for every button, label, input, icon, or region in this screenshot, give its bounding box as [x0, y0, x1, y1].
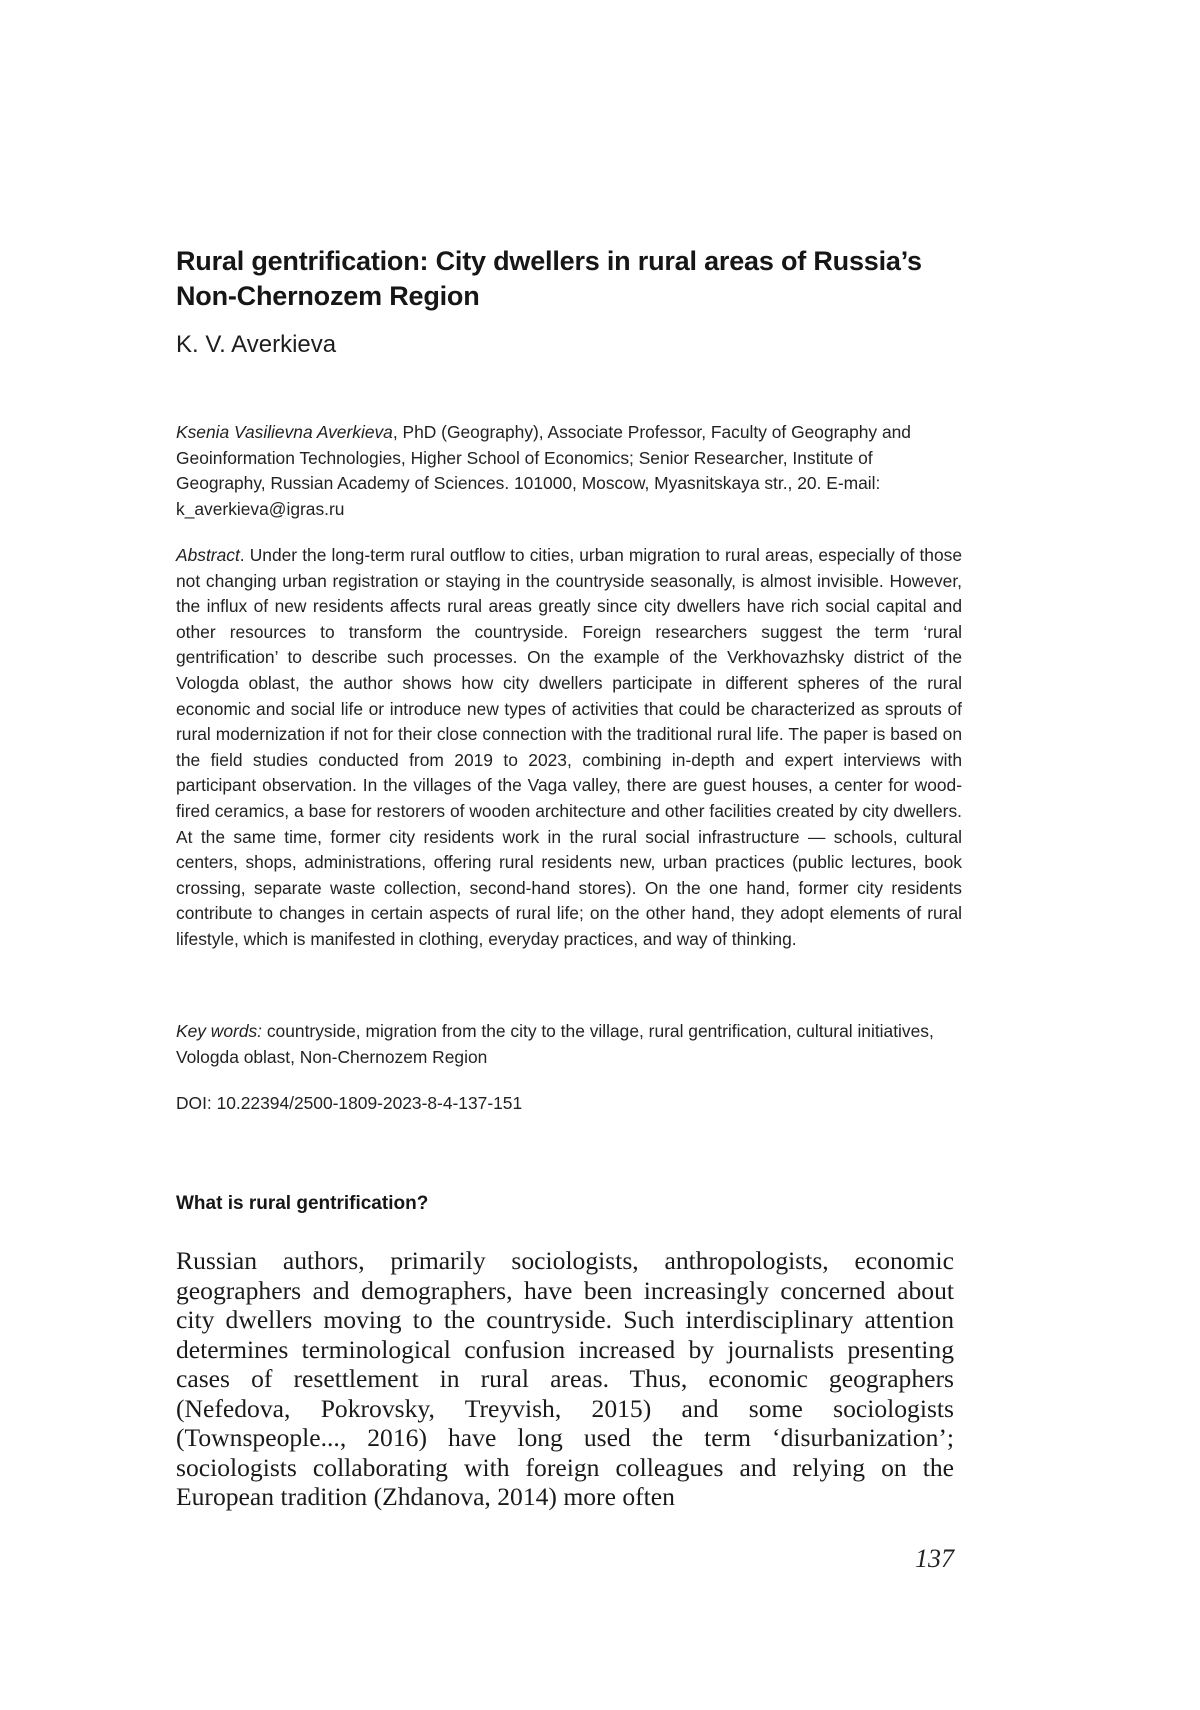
section-heading: What is rural gentrification? — [176, 1193, 429, 1214]
keywords — [176, 1019, 962, 1070]
page-number: 137 — [915, 1544, 954, 1573]
affiliation-details: , PhD (Geography), Associate Professor, Faculty of Geography and Geoinformation Technologies, Higher School of Economics; Senior Researcher, Institute of Geography, Russian Academy of Sciences. 101000, Moscow, Myasnitskaya str., 20. E-mail: k_averkieva@igras.ru — [176, 422, 911, 519]
doi: DOI: 10.22394/2500-1809-2023-8-4-137-151 — [176, 1093, 523, 1113]
section-body: Russian authors, primarily sociologists, anthropologists, economic geographers and demographers, have been increasingly concerned about city dwellers moving to the countryside. Such interdisciplinary attention determines terminological confusion increased by journalists presenting cases of resettlement in rural areas. Thus, economic geographers (Nefedova, Pokrovsky, Treyvish, 2015) and some sociologists (Townspeople..., 2016) have long used the term ‘disurbanization’; sociologists collaborating with foreign colleagues and relying on the European tradition (Zhdanova, 2014) more often — [176, 1246, 954, 1511]
abstract-label: Abstract — [176, 545, 240, 565]
keywords-label: Key words: — [176, 1021, 263, 1041]
article-title: Rural gentrification: City dwellers in rural areas of Russia’s Non-Chernozem Region — [176, 246, 922, 311]
keywords-text: countryside, migration from the city to the village, rural gentrification, cultural initiatives, Vologda oblast, Non-Chernozem Region — [176, 1021, 934, 1067]
abstract — [176, 543, 962, 953]
article-author: K. V. Averkieva — [176, 331, 337, 358]
author-full-name: Ksenia Vasilievna Averkieva — [176, 422, 393, 442]
author-affiliation — [176, 420, 962, 522]
abstract-text: . Under the long-term rural outflow to cities, urban migration to rural areas, especially of those not changing urban registration or staying in the countryside seasonally, is almost invisible. However, the influx of new residents affects rural areas greatly since city dwellers have rich social capital and other resources to transform the countryside. Foreign researchers suggest the term ‘rural gentrification’ to describe such processes. On the example of the Verkhovazhsky district of the Vologda oblast, the author shows how city dwellers participate in different spheres of the rural economic and social life or introduce new types of activities that could be characterized as sprouts of rural modernization if not for their close connection with the traditional rural life. The paper is based on the field studies conducted from 2019 to 2023, combining in-depth and expert interviews with participant observation. In the villages of the Vaga valley, there are guest houses, a center for wood-fired ceramics, a base for restorers of wooden architecture and other facilities created by city dwellers. At the same time, former city residents work in the rural social infrastructure — schools, cultural centers, shops, administrations, offering rural residents new, urban practices (public lectures, book crossing, separate waste collection, second-hand stores). On the one hand, former city residents contribute to changes in certain aspects of rural life; on the other hand, they adopt elements of rural lifestyle, which is manifested in clothing, everyday practices, and way of thinking. — [176, 545, 962, 949]
